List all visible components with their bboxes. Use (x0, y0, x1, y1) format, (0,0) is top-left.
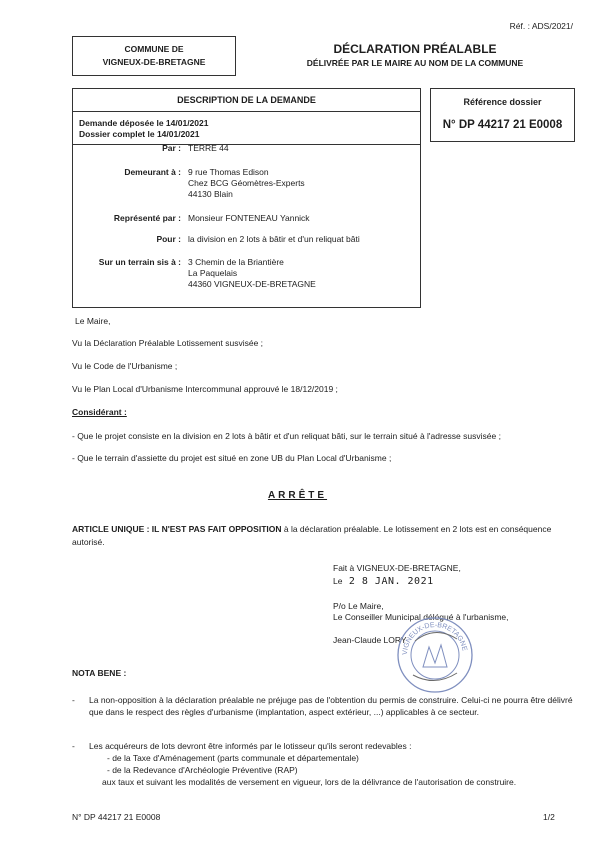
par-value: TERRE 44 (188, 143, 229, 153)
po-maire: P/o Le Maire, (333, 601, 384, 611)
represente-label: Représenté par : (113, 213, 181, 223)
title: DÉCLARATION PRÉALABLE (333, 42, 497, 56)
par-label: Par : (162, 143, 181, 153)
pour-value: la division en 2 lots à bâtir et d'un reliquat bâti (188, 234, 360, 244)
footer-dossier-number: N° DP 44217 21 E0008 (72, 812, 161, 822)
pour-label: Pour : (156, 234, 181, 244)
arrete-heading: ARRÊTE (267, 490, 328, 501)
signature-date-line (333, 575, 434, 588)
official-stamp (395, 615, 475, 695)
commune-name: VIGNEUX-DE-BRETAGNE (102, 57, 206, 67)
demeurant-label: Demeurant à : (124, 167, 181, 177)
reference-dossier-box (430, 88, 575, 142)
subtitle: DÉLIVRÉE PAR LE MAIRE AU NOM DE LA COMMUNE (306, 58, 524, 68)
commune-label: COMMUNE DE (124, 44, 184, 54)
vu-code: Vu le Code de l'Urbanisme ; (72, 361, 178, 371)
reference-heading: Référence dossier (463, 97, 542, 107)
reference-value: N° DP 44217 21 E0008 (442, 119, 563, 131)
le-label: Le (333, 576, 343, 586)
considerant-item: - Que le projet consiste en la division en 2 lots à bâtir et d'un reliquat bâti, sur le terrain situé à l'adresse susvisée ; (72, 431, 501, 441)
nota-item (72, 694, 578, 734)
nota-text: La non-opposition à la déclaration préalable ne préjuge pas de l'obtention du permis de construire. Celui-ci ne pourra être délivré que dans le respect des règles d'urbanisme (implantation, aspect extérieur, ...) applicables à ce secteur. (89, 695, 573, 717)
vu-plu: Vu le Plan Local d'Urbanisme Intercommunal approuvé le 18/12/2019 ; (72, 384, 338, 394)
article-bold: ARTICLE UNIQUE : IL N'EST PAS FAIT OPPOSITION (72, 524, 282, 534)
terrain-label: Sur un terrain sis à : (98, 257, 181, 267)
demeurant-line: Chez BCG Géomètres-Experts (188, 178, 305, 188)
demeurant-line: 9 rue Thomas Edison (188, 167, 269, 177)
nota-sub-item: - de la Redevance d'Archéologie Préventive (RAP) (107, 765, 298, 775)
date-deposee: Demande déposée le 14/01/2021 (79, 118, 209, 128)
commune-box (72, 36, 236, 76)
bullet-dash: - (72, 741, 75, 751)
request-dates (73, 112, 420, 145)
fait-a: Fait à VIGNEUX-DE-BRETAGNE, (333, 563, 461, 573)
nota-acquereurs (89, 740, 578, 788)
article-text: à la déclaration préalable. Le lotissement en 2 lots est en conséquence autorisé. (72, 524, 552, 547)
article-unique (72, 523, 578, 549)
considerant-heading: Considérant : (72, 407, 127, 417)
stamp-text: VIGNEUX-DE-BRETAGNE (401, 621, 468, 656)
represente-value: Monsieur FONTENEAU Yannick (188, 213, 310, 223)
stamped-date: 2 8 JAN. 2021 (348, 576, 434, 587)
vu-declaration: Vu la Déclaration Préalable Lotissement susvisée ; (72, 338, 264, 348)
nota-end: aux taux et suivant les modalités de versement en vigueur, lors de la délivrance de l'autorisation de construire. (102, 777, 517, 787)
conseiller: Le Conseiller Municipal délégué à l'urbanisme, (333, 612, 509, 622)
nota-sub-item: - de la Taxe d'Aménagement (parts communale et départementale) (107, 753, 359, 763)
bullet-dash: - (72, 695, 75, 705)
le-maire: Le Maire, (75, 316, 111, 326)
document-title (260, 42, 570, 68)
terrain-line: La Paquelais (188, 268, 238, 278)
description-box (72, 88, 421, 308)
date-complet: Dossier complet le 14/01/2021 (79, 129, 200, 139)
reference-number: Réf. : ADS/2021/ (509, 21, 573, 31)
demeurant-line: 44130 Blain (188, 189, 233, 199)
description-heading: DESCRIPTION DE LA DEMANDE (73, 89, 420, 112)
signatory-name: Jean-Claude LORY (333, 635, 407, 645)
nota-intro: Les acquéreurs de lots devront être informés par le lotisseur qu'ils seront redevables : (89, 741, 412, 751)
nota-bene-heading: NOTA BENE : (72, 668, 127, 678)
nota-item (72, 740, 578, 800)
page-number: 1/2 (543, 812, 555, 822)
considerant-item: - Que le terrain d'assiette du projet est situé en zone UB du Plan Local d'Urbanisme ; (72, 453, 392, 463)
terrain-line: 3 Chemin de la Briantière (188, 257, 284, 267)
terrain-line: 44360 VIGNEUX-DE-BRETAGNE (188, 279, 316, 289)
